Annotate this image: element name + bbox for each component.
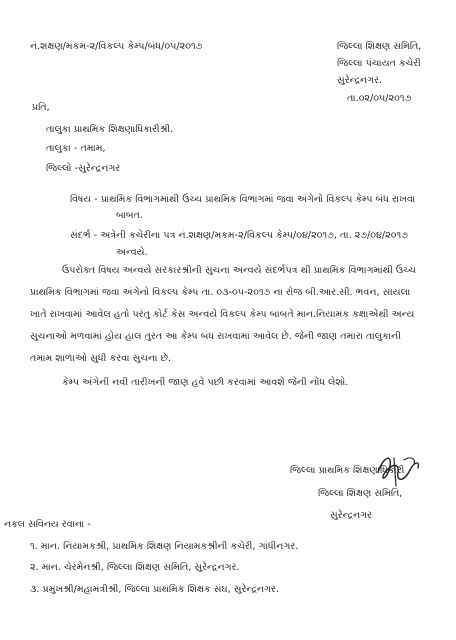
subject-line2: બાબત.: [116, 210, 143, 221]
recipient-line3: જિલ્લો -સુરેન્દ્રનગર: [46, 163, 121, 174]
subject-line1: વિષય - પ્રાથમિક વિભાગમાંથી ઉચ્ચ પ્રાથમિક વિભાગમાં જવા અંગેનો વિકલ્પ કેમ્પ બંધ રાખવા: [70, 194, 416, 205]
reference-line2: અન્વયે.: [116, 247, 148, 258]
recipient-line1: તાલુકા પ્રાથમિક શિક્ષણાધિકારીશ્રી.: [46, 124, 174, 135]
body-paragraph1-line2: પ્રાથમિક વિભાગમાં જવા અંગેનો વિકલ્પ કેમ્પ તા. ૦૩-૦૫-૨૦૧૭ ના રોજ બી.આર.સી. ભવન, સાયલા: [30, 287, 411, 298]
body-paragraph1-line1: ઉપરોક્ત વિષય અન્વયે સરકારશ્રીની સુચના અન્વયે સંદર્ભપત્ર થી પ્રાથમિક વિભાગમાંથી ઉચ્ચ: [62, 265, 416, 276]
copy-item-1: ૧. માન. નિયામકશ્રી, પ્રાથમિક શિક્ષણ નિયામકશ્રીની કચેરી, ગાંધીનગર.: [30, 541, 299, 552]
copy-title: નકલ સવિનય રવાના -: [4, 519, 91, 530]
body-paragraph1-line5: તમામ શાળાઓ સુધી કરવા સુચના છે.: [30, 353, 172, 364]
reference-line1: સંદર્ભ - અત્રેની કચેરીના પત્ર નં.શક્ષણ/મકમ-૨/વિકલ્પ કેમ્પ/૦૪/૨૦૧૭, તા. ૨૭/૦૪/૨૦૧૭: [70, 230, 408, 241]
recipient-prati: પ્રતિ,: [32, 102, 50, 113]
reference-number: નં.શક્ષણ/મકમ-૨/વિકલ્પ કેમ્પ/બંધ/૦૫/૨૦૧૭: [30, 41, 203, 52]
signatory-city: સુરેન્દ્રનગર: [330, 510, 373, 521]
copy-item-3: ૩. પ્રમુખશ્રી/મહામંત્રીશ્રી, જિલ્લા પ્રાથમિક શિક્ષક સંઘ, સુરેન્દ્રનગર.: [30, 584, 279, 595]
body-paragraph1-line4: સુચનાઓ મળવામાં હોય હાલ તુરત આ કેમ્પ બંધ રાખવામાં આવેલ છે. જેની જાણ તમારા તાલુકાની: [30, 331, 402, 342]
body-paragraph1-line3: ખાતે રાખવામાં આવેલ હતો પરંતુ કોર્ટ કેસ અન્વયે વિકલ્પ કેમ્પ બાબતે માન.નિયામક કક્ષાએથી અન્ય: [30, 309, 415, 320]
copy-item-2: ૨. માન. ચેરમેનશ્રી, જિલ્લા શિક્ષણ સમિતિ, સુરેન્દ્રનગર.: [30, 562, 240, 573]
office-name: જિલ્લા શિક્ષણ સમિતિ,: [337, 41, 422, 52]
office-city: સુરેન્દ્રનગર.: [337, 75, 383, 86]
office-panchayat: જિલ્લા પંચાયત કચેરી: [337, 58, 421, 69]
letter-date: તા.૦૨/૦૫/૨૦૧૭: [347, 93, 412, 104]
recipient-line2: તાલુકા - તમામ,: [46, 143, 106, 154]
signatory-office: જિલ્લા શિક્ષણ સમિતિ,: [318, 488, 403, 499]
body-paragraph2: કેમ્પ અંગેની નવી તારીખની જાણ હવે પછી કરવામાં આવશે જેની નોંધ લેશો.: [62, 377, 349, 388]
signatory-title: જિલ્લા પ્રાથમિક શિક્ષણાધિકારી: [290, 465, 405, 476]
